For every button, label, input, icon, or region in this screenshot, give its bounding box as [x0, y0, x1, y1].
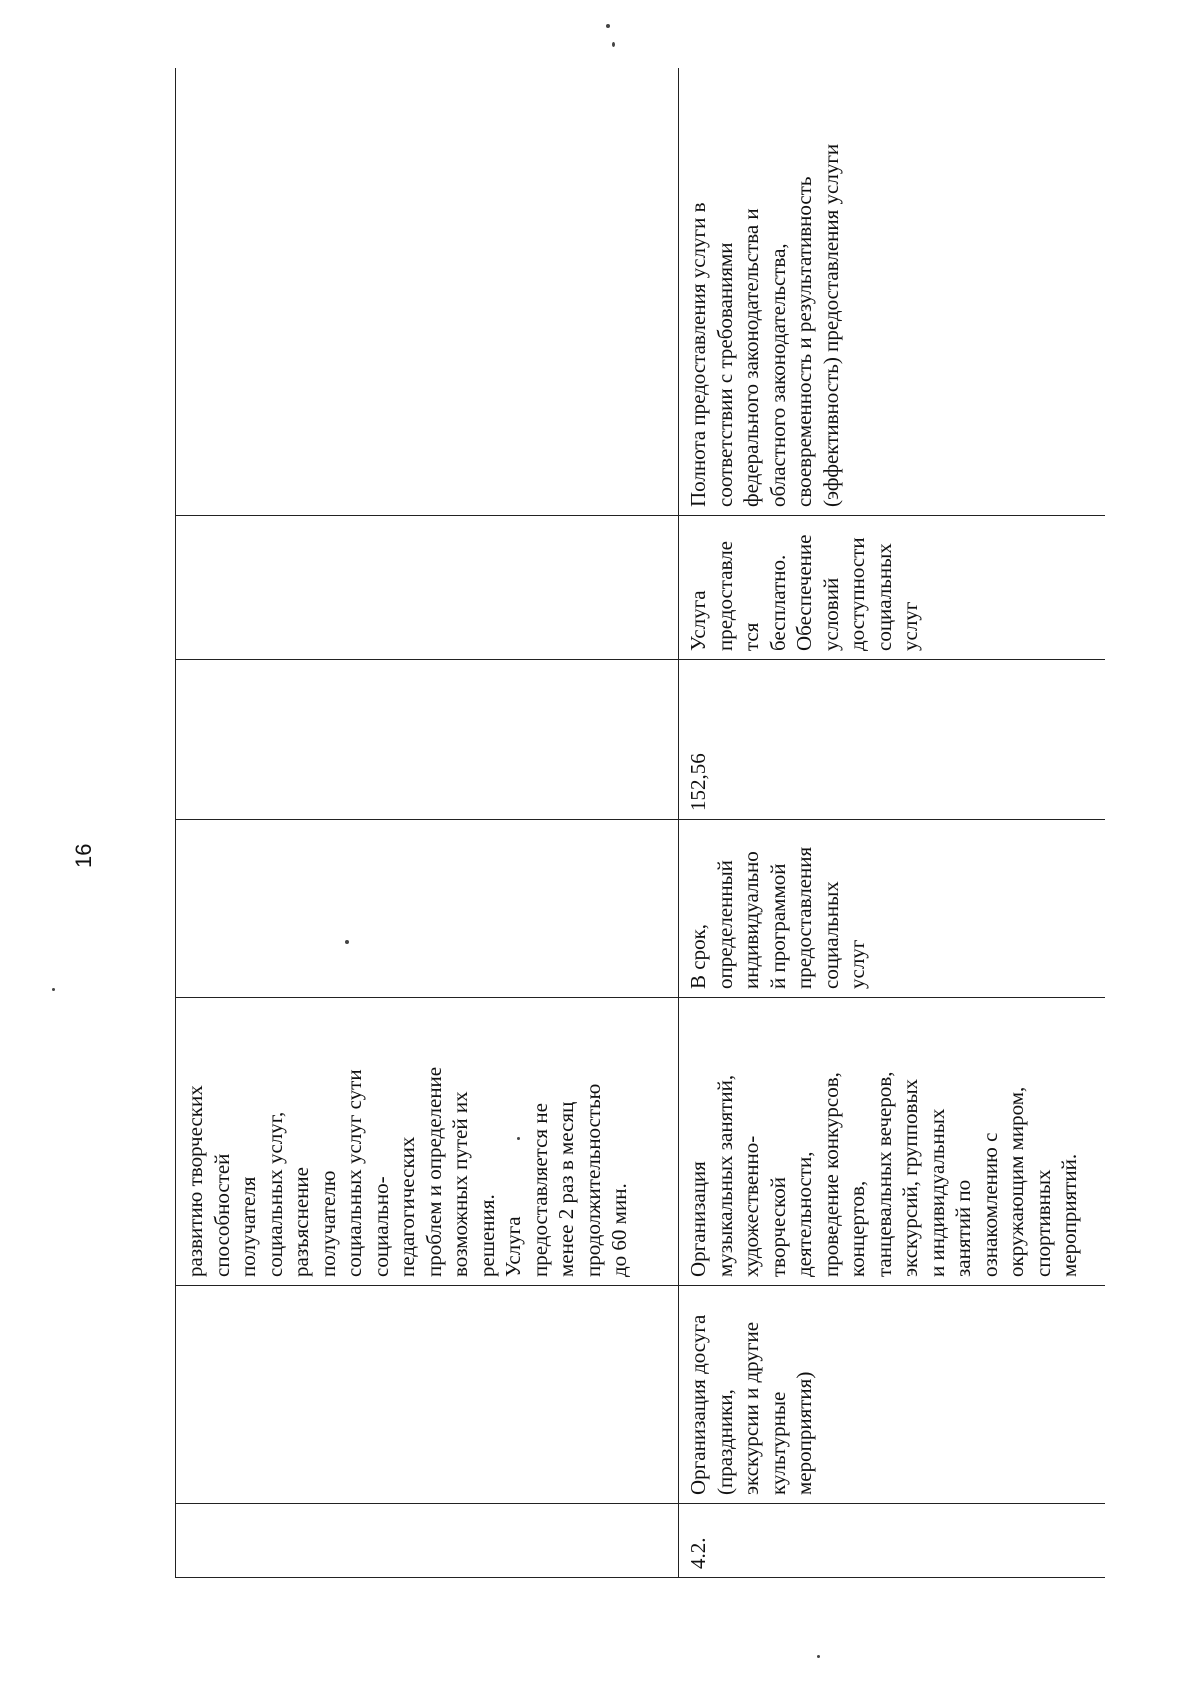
table-row — [679, 68, 1106, 1578]
cell-conditions — [176, 516, 679, 660]
services-table — [175, 68, 1105, 1578]
services-table-container — [175, 68, 1105, 1578]
cell-tariff: 152,56 — [679, 660, 1106, 820]
cell-quality — [176, 68, 679, 516]
cell-conditions: Услуга предоставле тся бесплатно. Обеспечение условий доступности социальных услуг — [679, 516, 1106, 660]
cell-description: Организация музыкальных занятий, художественно- творческой деятельности, проведение конкурсов, концертов, танцевальных вечеров, экскурсий, групповых и индивидуальных занятий по ознакомлению с окружающим миром, спортивных мероприятий. — [679, 998, 1106, 1286]
scan-speck — [517, 1137, 520, 1140]
cell-service-name — [176, 1286, 679, 1504]
scan-speck — [345, 940, 349, 944]
table-row — [176, 68, 679, 1578]
scan-speck — [612, 42, 615, 47]
page-number: 16 — [71, 843, 96, 868]
cell-number: 4.2. — [679, 1504, 1106, 1578]
cell-term: В срок, определенный индивидуально й программой предоставления социальных услуг — [679, 820, 1106, 998]
cell-quality: Полнота предоставления услуги в соответствии с требованиями федерального законодательства и областного законодательства, своевременность и результативность (эффективность) предоставления услуги — [679, 68, 1106, 516]
cell-service-name: Организация досуга (праздники, экскурсии и другие культурные мероприятия) — [679, 1286, 1106, 1504]
cell-number — [176, 1504, 679, 1578]
cell-term — [176, 820, 679, 998]
scan-speck — [817, 1655, 820, 1658]
scan-speck — [52, 988, 55, 991]
cell-tariff — [176, 660, 679, 820]
rotated-table-wrapper — [175, 68, 1105, 1578]
cell-description: развитию творческих способностей получателя социальных услуг, разъяснение получателю социальных услуг сути социально- педагогических проблем и определение возможных путей их решения. Услуга предоставляется не менее 2 раз в месяц продолжительностью до 60 мин. — [176, 998, 679, 1286]
scan-speck — [606, 24, 610, 28]
